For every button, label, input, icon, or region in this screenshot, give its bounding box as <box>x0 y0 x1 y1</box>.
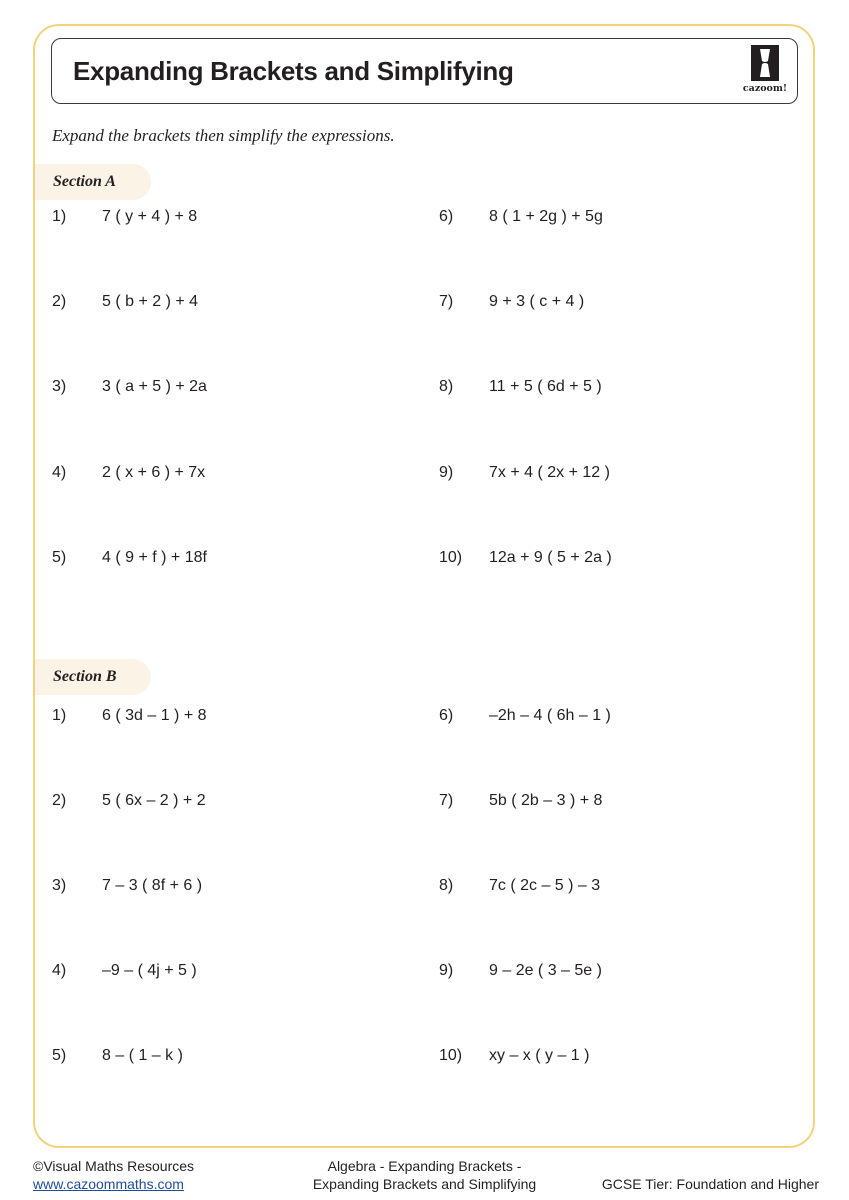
question-number: 4) <box>52 962 67 979</box>
question-expression: 7x + 4 ( 2x + 12 ) <box>489 464 610 481</box>
question-number: 7) <box>439 293 454 310</box>
question-number: 5) <box>52 549 67 566</box>
question-expression: 6 ( 3d – 1 ) + 8 <box>102 707 207 724</box>
question-number: 1) <box>52 208 67 225</box>
instruction-text: Expand the brackets then simplify the expressions. <box>52 126 395 145</box>
question-number: 4) <box>52 464 67 481</box>
tier-text: GCSE Tier: Foundation and Higher <box>601 1176 819 1192</box>
question-number: 6) <box>439 707 454 724</box>
question-expression: 4 ( 9 + f ) + 18f <box>102 549 207 566</box>
question-number: 5) <box>52 1047 67 1064</box>
question-number: 2) <box>52 293 67 310</box>
question-expression: –2h – 4 ( 6h – 1 ) <box>489 707 611 724</box>
question-number: 2) <box>52 792 67 809</box>
question-expression: 7 ( y + 4 ) + 8 <box>102 208 198 225</box>
question-expression: 2 ( x + 6 ) + 7x <box>102 464 206 481</box>
question-expression: 7 – 3 ( 8f + 6 ) <box>102 877 203 894</box>
question-expression: 9 – 2e ( 3 – 5e ) <box>489 962 602 979</box>
topic-line-2: Expanding Brackets and Simplifying <box>312 1176 537 1192</box>
question-number: 10) <box>439 1047 463 1064</box>
section-a-label: Section A <box>35 164 151 200</box>
question-number: 9) <box>439 962 454 979</box>
question-number: 3) <box>52 378 67 395</box>
question-expression: 9 + 3 ( c + 4 ) <box>489 293 585 310</box>
section-b-label: Section B <box>35 659 151 695</box>
page-title: Expanding Brackets and Simplifying <box>73 56 514 86</box>
question-expression: –9 – ( 4j + 5 ) <box>102 962 197 979</box>
question-expression: 12a + 9 ( 5 + 2a ) <box>489 549 612 566</box>
question-number: 7) <box>439 792 454 809</box>
question-expression: 11 + 5 ( 6d + 5 ) <box>489 378 602 395</box>
question-number: 9) <box>439 464 454 481</box>
title-banner <box>51 38 798 104</box>
cazoom-logo-icon <box>751 45 779 81</box>
question-expression: 8 – ( 1 – k ) <box>102 1047 183 1064</box>
question-number: 10) <box>439 549 463 566</box>
question-expression: xy – x ( y – 1 ) <box>489 1047 590 1064</box>
copyright-text: ©Visual Maths Resources <box>33 1158 195 1174</box>
website-link[interactable]: www.cazoommaths.com <box>33 1176 184 1192</box>
topic-line-1: Algebra - Expanding Brackets - <box>327 1158 522 1174</box>
question-number: 6) <box>439 208 454 225</box>
question-expression: 3 ( a + 5 ) + 2a <box>102 378 207 395</box>
logo-wordmark: cazoom! <box>742 83 788 94</box>
question-number: 1) <box>52 707 67 724</box>
question-expression: 5b ( 2b – 3 ) + 8 <box>489 792 603 809</box>
cazoom-logo <box>741 45 789 97</box>
question-expression: 7c ( 2c – 5 ) – 3 <box>489 877 601 894</box>
question-expression: 5 ( 6x – 2 ) + 2 <box>102 792 206 809</box>
question-number: 3) <box>52 877 67 894</box>
question-expression: 5 ( b + 2 ) + 4 <box>102 293 199 310</box>
question-number: 8) <box>439 378 454 395</box>
question-expression: 8 ( 1 + 2g ) + 5g <box>489 208 603 225</box>
footer-tier <box>602 1175 819 1193</box>
question-number: 8) <box>439 877 454 894</box>
